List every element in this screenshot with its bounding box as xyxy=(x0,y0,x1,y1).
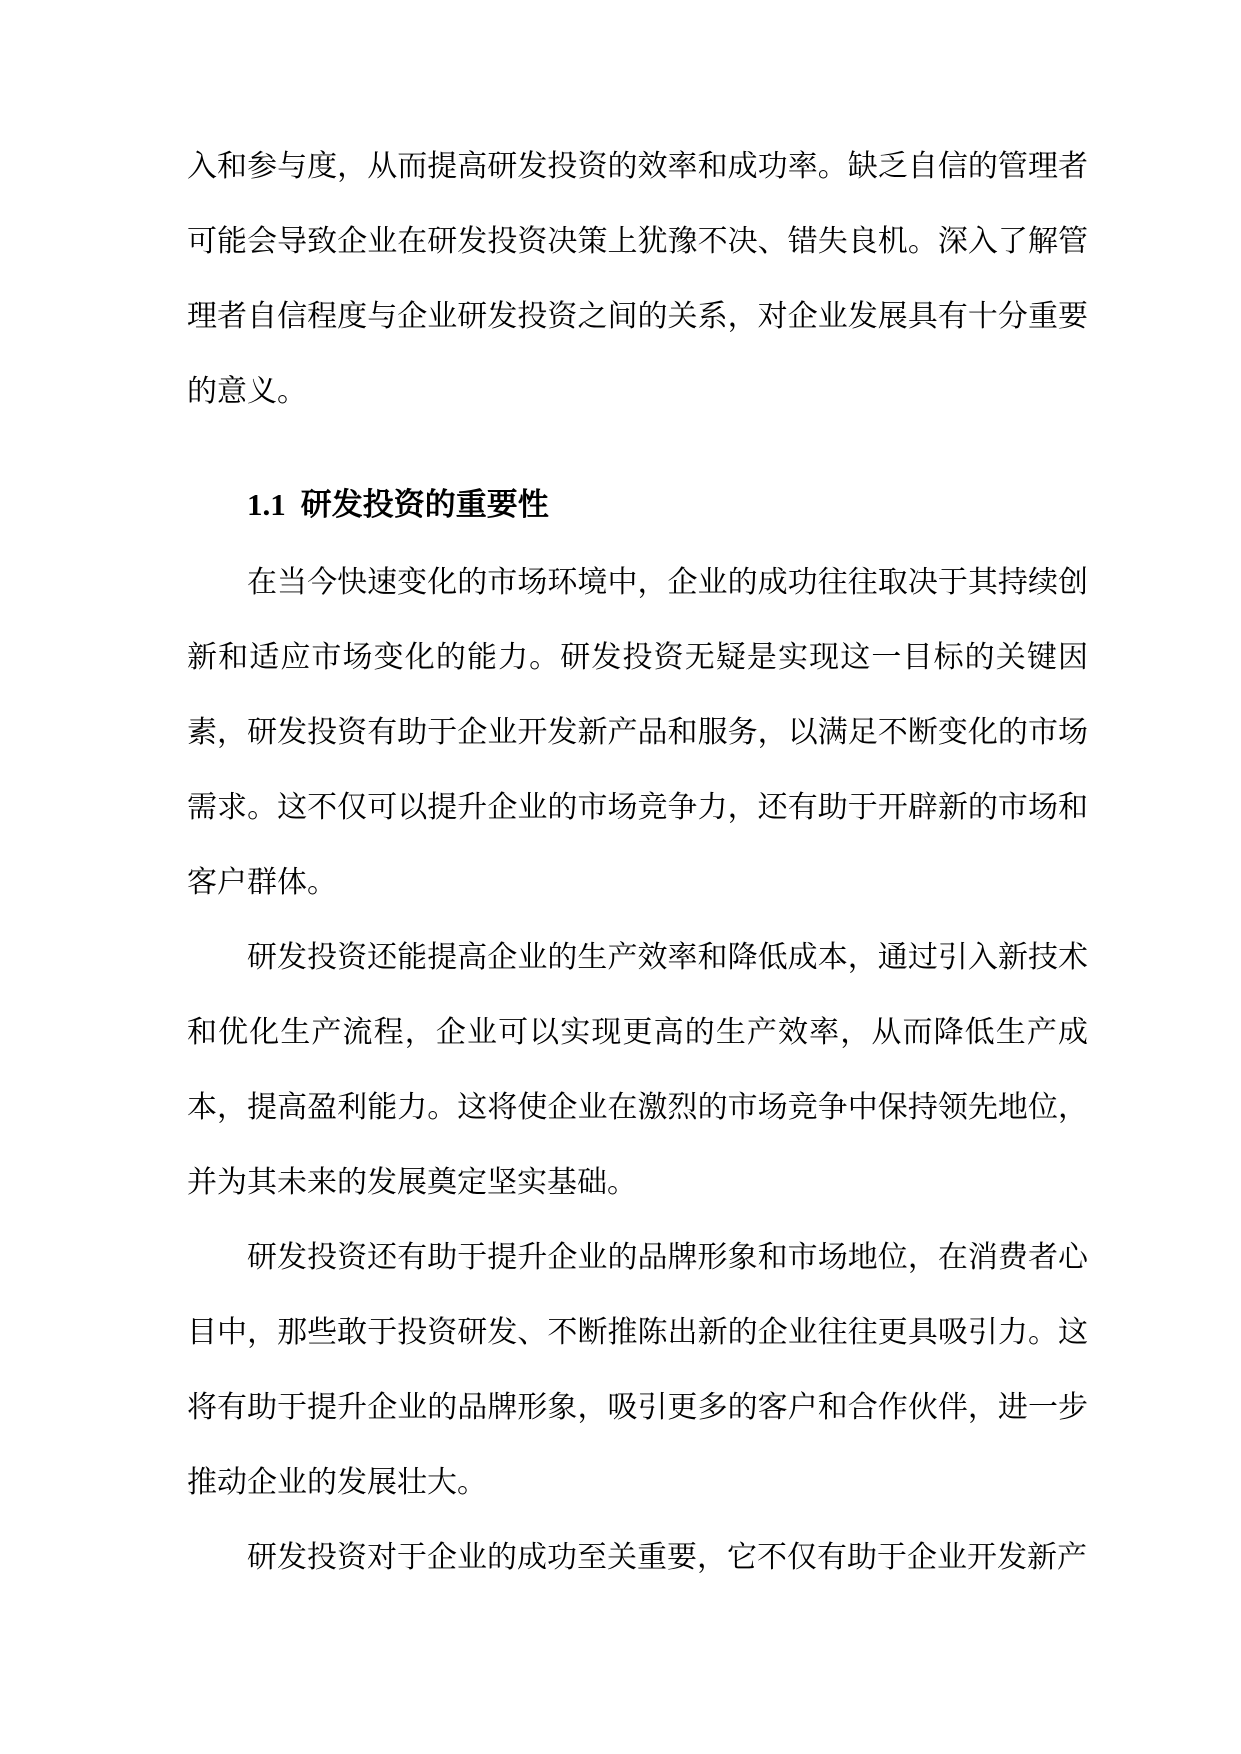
section-heading xyxy=(187,467,1088,542)
body-paragraph: 研发投资还有助于提升企业的品牌形象和市场地位，在消费者心目中，那些敢于投资研发、不断推陈出新的企业往往更具吸引力。这将有助于提升企业的品牌形象，吸引更多的客户和合作伙伴，进一步推动企业的发展壮大。 xyxy=(187,1241,1088,1499)
paragraph-continuation: 入和参与度，从而提高研发投资的效率和成功率。缺乏自信的管理者可能会导致企业在研发投资决策上犹豫不决、错失良机。深入了解管理者自信程度与企业研发投资之间的关系，对企业发展具有十分重要的意义。 xyxy=(187,150,1088,408)
section-heading-number: 1.1 xyxy=(247,487,286,522)
body-paragraph: 研发投资对于企业的成功至关重要，它不仅有助于企业开发新产 xyxy=(247,1541,1087,1574)
page-body-text xyxy=(187,129,1088,1595)
body-paragraph: 在当今快速变化的市场环境中，企业的成功往往取决于其持续创新和适应市场变化的能力。研发投资无疑是实现这一目标的关键因素，研发投资有助于企业开发新产品和服务，以满足不断变化的市场需求。这不仅可以提升企业的市场竞争力，还有助于开辟新的市场和客户群体。 xyxy=(187,566,1088,899)
body-paragraph: 研发投资还能提高企业的生产效率和降低成本，通过引入新技术和优化生产流程，企业可以实现更高的生产效率，从而降低生产成本，提高盈利能力。这将使企业在激烈的市场竞争中保持领先地位，并为其未来的发展奠定坚实基础。 xyxy=(187,941,1088,1199)
section-heading-title: 研发投资的重要性 xyxy=(300,487,549,522)
